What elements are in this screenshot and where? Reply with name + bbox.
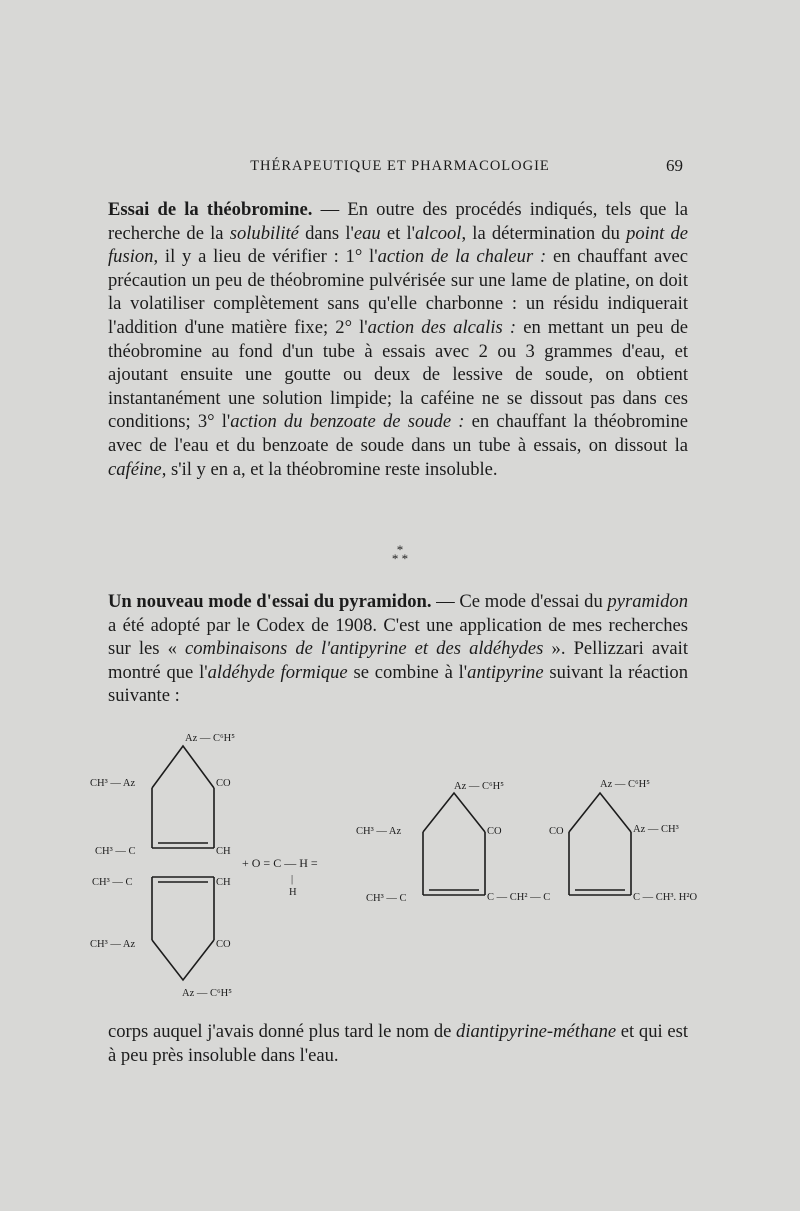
- bond-double-a: [423, 890, 485, 895]
- reagent-bond: |: [291, 874, 294, 885]
- label-ch-1: CH: [216, 846, 231, 857]
- label-co-a: CO: [487, 826, 502, 837]
- text-run: corps auquel j'avais donné plus tard le nom de: [108, 1021, 457, 1042]
- bond-ring-sides-1: [152, 788, 214, 848]
- text-run: , il y a lieu de vérifier : 1° l': [153, 246, 378, 268]
- bond-ring-top-a: [423, 793, 485, 832]
- text-run: et l': [380, 222, 415, 244]
- italic-term: aldéhyde formique: [207, 661, 348, 683]
- text-run: a été adopté par le Codex de 1908. C'est une application de mes recherches sur les «: [108, 614, 688, 660]
- label-ch3-c-2: CH³ — C: [92, 877, 133, 888]
- text-run: en chauffant avec précaution un peu de théobromine pulvérisée sur une lame de platine, on doit la volatiliser complètement sans qu'elle charbonne : un résidu indiquerait l'addition d'une matière fixe; 2° l': [108, 246, 688, 338]
- label-ch3-h2o: C — CH³. H²O: [633, 892, 698, 903]
- label-bridge-ch2: C — CH² — C: [487, 892, 551, 903]
- text-run: ». Pellizzari avait montré que l': [108, 638, 689, 683]
- text-run: , la détermination du: [461, 222, 627, 244]
- bond-double-b: [569, 890, 631, 895]
- label-az-c6h5-top: Az — C⁶H⁵: [185, 733, 235, 744]
- text-run: en mettant un peu de théobromine au fond d'un tube à essais avec 2 ou 3 grammes d'eau, et ajoutant ensuite une goutte ou deux de lessive de soude, on obtient instantanément une solution limpide; la caféine ne se dissout pas dans ces conditions; 3° l': [108, 316, 689, 433]
- text-run: , s'il y en a, et la théobromine reste insoluble.: [161, 458, 498, 480]
- section-heading-theobromine: Essai de la théobromine.: [108, 199, 313, 220]
- text-run: dans l': [298, 222, 354, 244]
- bond-ring-top-b: [569, 793, 631, 832]
- italic-term: action des alcalis :: [367, 316, 517, 338]
- label-ch3-az-1: CH³ — Az: [90, 778, 136, 789]
- italic-term: pyramidon: [607, 591, 688, 612]
- text-run: — En outre des procédés indiqués, tels que la recherche de la: [108, 199, 688, 244]
- label-az-c6h5-bottom: Az — C⁶H⁵: [182, 988, 232, 999]
- bond-ring-top: [152, 746, 214, 788]
- label-az-c6h5-b: Az — C⁶H⁵: [600, 779, 650, 790]
- bond-double-1: [152, 843, 214, 848]
- reagent-hydrogen: H: [289, 887, 297, 898]
- label-ch-2: CH: [216, 877, 231, 888]
- label-az-ch3-b: Az — CH³: [633, 824, 679, 835]
- bond-ring-bottom: [152, 940, 214, 980]
- label-az-c6h5-a: Az — C⁶H⁵: [454, 781, 504, 792]
- italic-term: action de la chaleur :: [377, 246, 547, 268]
- italic-term: action du benzoate de soude :: [230, 411, 465, 433]
- asterism-star: *: [391, 551, 399, 566]
- text-run: — Ce mode d'essai du: [431, 591, 608, 612]
- label-ch3-az-2: CH³ — Az: [90, 939, 136, 950]
- italic-term: diantipyrine-méthane: [456, 1021, 617, 1042]
- page-number: 69: [666, 156, 683, 175]
- left-molecule-bonds: [152, 746, 214, 980]
- label-ch3-c-a: CH³ — C: [366, 893, 407, 904]
- italic-term: caféine: [108, 458, 162, 480]
- label-ch3-az-a: CH³ — Az: [356, 826, 402, 837]
- asterism-star: *: [396, 542, 404, 557]
- text-run: en chauffant la théobromine avec de l'eau et du benzoate de soude dans un tube à essais, on dissout la: [108, 411, 689, 456]
- bond-ring-sides-2: [152, 877, 214, 940]
- text-run: et qui est à peu près insoluble dans l'eau.: [108, 1021, 688, 1066]
- section-heading-pyramidon: Un nouveau mode d'essai du pyramidon.: [108, 591, 432, 612]
- italic-term: antipyrine: [467, 661, 544, 683]
- text-run: se combine à l': [347, 661, 468, 683]
- bond-ring-sides-a: [423, 832, 485, 895]
- italic-term: eau: [353, 222, 381, 244]
- label-ch3-c-1: CH³ — C: [95, 846, 136, 857]
- italic-term: alcool: [414, 222, 462, 244]
- paragraph-conclusion: [108, 1020, 688, 1067]
- italic-term: solubilité: [229, 222, 299, 244]
- asterism-star: *: [401, 551, 409, 566]
- running-title: THÉRAPEUTIQUE ET PHARMACOLOGIE: [250, 158, 550, 174]
- label-co-2: CO: [216, 939, 231, 950]
- italic-term: combinaisons de l'antipyrine et des aldéhydes: [184, 638, 544, 660]
- label-co-b: CO: [549, 826, 564, 837]
- reagent-formaldehyde: + O = C — H =: [242, 856, 318, 870]
- bond-double-2: [152, 877, 214, 882]
- bond-ring-sides-b: [569, 832, 631, 895]
- label-co-1: CO: [216, 778, 231, 789]
- text-run: suivant la réaction suivante :: [108, 661, 689, 707]
- right-molecule-bonds: [423, 793, 631, 895]
- italic-term: point de fusion: [108, 222, 688, 268]
